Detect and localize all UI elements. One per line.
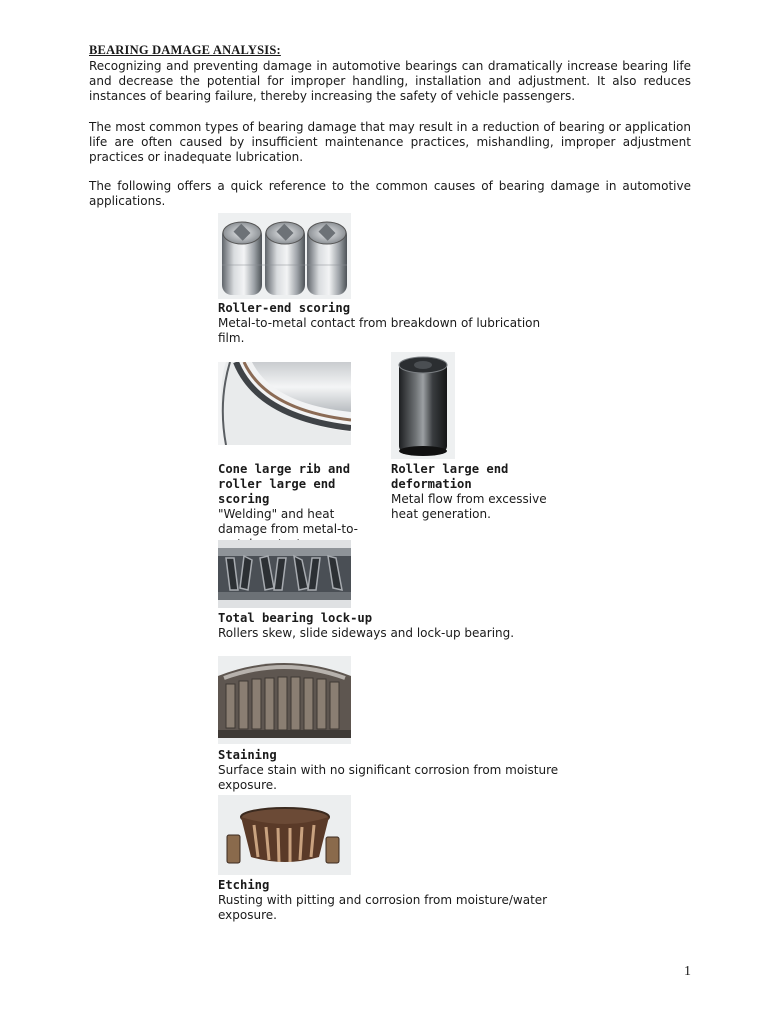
staining-photo [218, 656, 351, 744]
bearing-lockup-photo [218, 540, 351, 608]
caption-description: "Welding" and heat damage from metal-to- [218, 507, 358, 536]
caption-roller-end-scoring [218, 301, 558, 346]
roller-end-scoring-photo [218, 213, 351, 299]
caption-title: Cone large rib and roller large end scoring [218, 462, 351, 506]
etching-photo [218, 795, 351, 875]
page-title: BEARING DAMAGE ANALYSIS: [89, 43, 281, 57]
caption-description: Rollers skew, slide sideways and lock-up bearing. [218, 626, 515, 640]
roller-deformation-photo [391, 352, 455, 459]
page-number: 1 [684, 964, 691, 979]
caption-description: Metal flow from excessive heat generation. [391, 492, 547, 521]
caption-title: Roller large end deformation [391, 462, 509, 491]
caption-bearing-lockup [218, 611, 558, 641]
caption-description: Rusting with pitting and corrosion from moisture/water exposure. [218, 893, 548, 922]
caption-description: Metal-to-metal contact from breakdown of lubrication film. [218, 316, 541, 345]
caption-title: Total bearing lock-up [218, 611, 373, 625]
cone-rib-scoring-photo [218, 362, 351, 445]
caption-etching [218, 878, 563, 923]
caption-title: Staining [218, 748, 277, 762]
caption-title: Roller-end scoring [218, 301, 351, 315]
caption-description: Surface stain with no significant corrosion from moisture exposure. [218, 763, 559, 792]
caption-staining [218, 748, 563, 793]
caption-cone-rib-scoring [218, 462, 378, 552]
reference-paragraph: The following offers a quick reference to the common causes of bearing damage in automotive applications. [89, 179, 691, 208]
causes-paragraph: The most common types of bearing damage that may result in a reduction of bearing or application life are often caused by insufficient maintenance practices, mishandling, improper adjustment practices or inadequate lubrication. [89, 120, 691, 164]
caption-title: Etching [218, 878, 270, 892]
intro-paragraph: Recognizing and preventing damage in automotive bearings can dramatically increase bearing life and decrease the potential for improper handling, installation and adjustment. It also reduces instances of bearing failure, thereby increasing the safety of vehicle passengers. [89, 59, 691, 103]
caption-roller-deformation [391, 462, 556, 522]
